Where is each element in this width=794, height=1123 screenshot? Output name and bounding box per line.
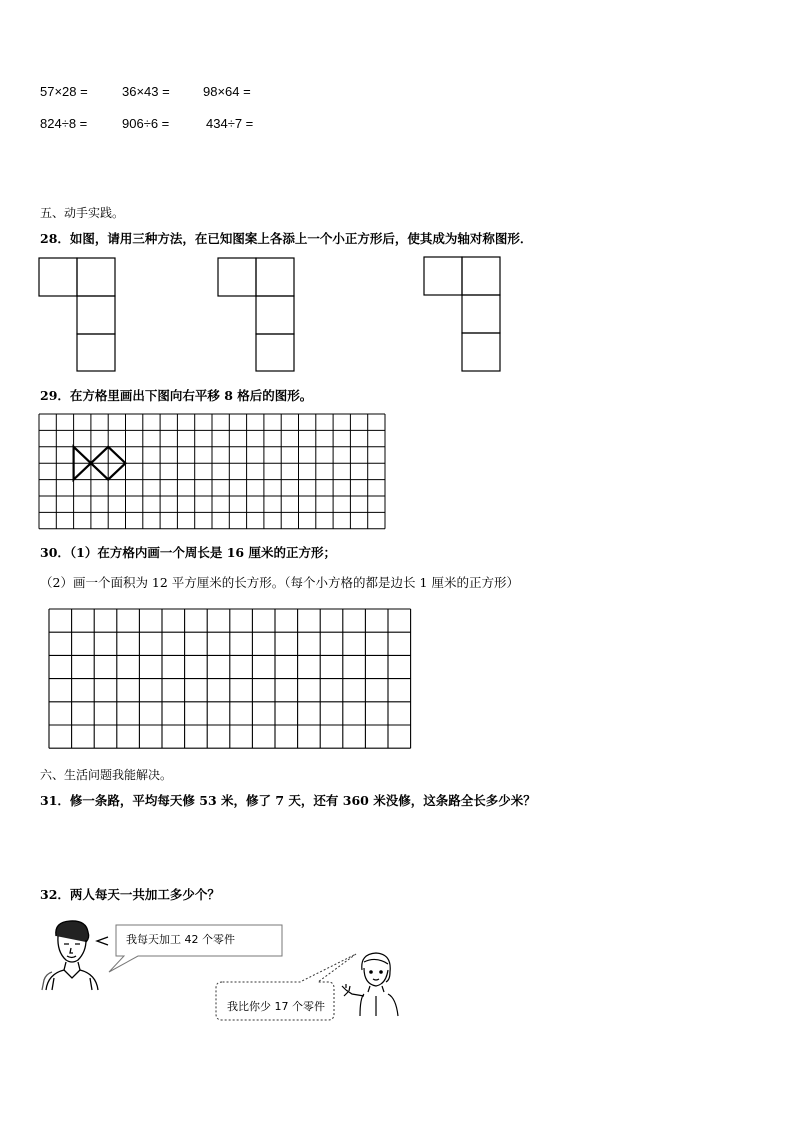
girl-illustration [340,950,412,1018]
calc-6: 434÷7 = [206,116,254,131]
q28-figure-3 [423,256,503,373]
q28-figure-1 [38,257,118,373]
q30-grid[interactable] [48,608,412,749]
question-31: 31．修一条路，平均每天修 53 米，修了 7 天，还有 360 米没修，这条路全长多少米？ [40,793,536,808]
question-30-part2: （2）画一个面积为 12 平方厘米的长方形。（每个小方格的都是边长 1 厘米的正方形） [40,575,519,590]
calc-2: 36×43 = [122,84,170,99]
section-5-title: 五、动手实践。 [40,206,125,220]
calc-3: 98×64 = [203,84,251,99]
q28-figure-2 [217,257,297,373]
calc-1: 57×28 = [40,84,88,99]
calc-4: 824÷8 = [40,116,88,131]
speech-text-man: 我每天加工 42 个零件 [126,933,235,946]
question-28: 28．如图，请用三种方法，在已知图案上各添上一个小正方形后，使其成为轴对称图形． [40,231,533,246]
question-29: 29．在方格里画出下图向右平移 8 格后的图形。 [40,388,313,403]
question-32: 32．两人每天一共加工多少个？ [40,887,220,902]
speech-text-girl: 我比你少 17 个零件 [227,1000,325,1013]
question-30-part1: 30．（1）在方格内画一个周长是 16 厘米的正方形； [40,545,336,560]
man-illustration [38,918,108,992]
section-6-title: 六、生活问题我能解决。 [40,768,173,782]
calc-5: 906÷6 = [122,116,170,131]
q29-grid[interactable] [38,413,388,529]
